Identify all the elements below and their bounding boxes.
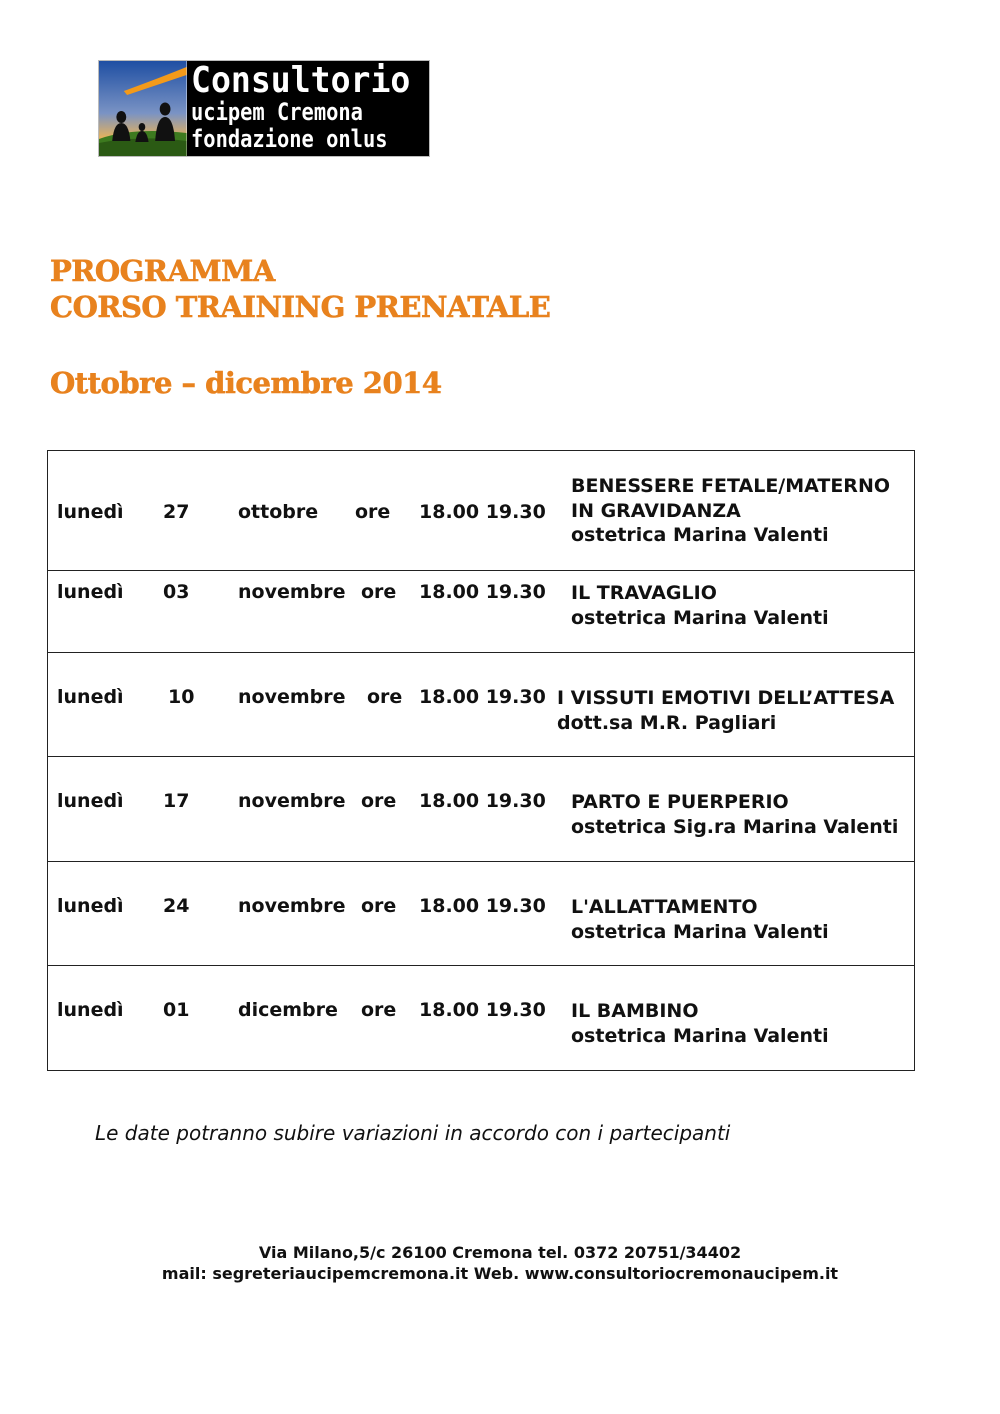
- session-date: 17: [163, 790, 190, 812]
- session-topic-line: ostetrica Marina Valenti: [571, 606, 829, 629]
- session-date: 27: [163, 501, 190, 523]
- schedule-table: [47, 450, 915, 1071]
- session-topic: IL BAMBINO: [571, 1000, 699, 1022]
- heading-programma: PROGRAMMA: [50, 254, 275, 288]
- session-ore-label: ore: [361, 790, 397, 812]
- schedule-row: [48, 451, 914, 571]
- session-ore-label: ore: [361, 895, 397, 917]
- session-topic-line: ostetrica Marina Valenti: [571, 1024, 829, 1047]
- session-ore-label: ore: [355, 501, 391, 523]
- session-topic-line: dott.sa M.R. Pagliari: [557, 711, 777, 734]
- family-silhouette-icon: [99, 61, 187, 156]
- session-day: lunedì: [57, 999, 124, 1021]
- session-month: novembre: [238, 581, 346, 603]
- session-time: 18.00 19.30: [419, 999, 546, 1021]
- schedule-row: [48, 862, 914, 966]
- session-ore-label: ore: [361, 999, 397, 1021]
- logo-text: [187, 61, 429, 156]
- session-topic: L'ALLATTAMENTO: [571, 896, 758, 918]
- session-month: ottobre: [238, 501, 319, 523]
- session-topic: BENESSERE FETALE/MATERNO: [571, 475, 890, 497]
- schedule-row: [48, 966, 914, 1070]
- session-topic-line: ostetrica Marina Valenti: [571, 524, 829, 546]
- session-ore-label: ore: [361, 581, 397, 603]
- session-topic-line: IN GRAVIDANZA: [571, 499, 741, 522]
- session-topic-line: ostetrica Sig.ra Marina Valenti: [571, 815, 899, 838]
- session-ore-label: ore: [367, 686, 403, 708]
- heading-period: Ottobre – dicembre 2014: [50, 366, 442, 400]
- session-time: 18.00 19.30: [419, 686, 546, 708]
- logo: [98, 60, 430, 157]
- footer-contacts: mail: segreteriaucipemcremona.it Web. www.consultoriocremonaucipem.it: [161, 1264, 839, 1283]
- session-day: lunedì: [57, 686, 124, 708]
- session-day: lunedì: [57, 895, 124, 917]
- session-day: lunedì: [57, 790, 124, 812]
- session-date: 24: [163, 895, 190, 917]
- session-day: lunedì: [57, 501, 124, 523]
- variation-note: Le date potranno subire variazioni in accordo con i partecipanti: [95, 1121, 731, 1145]
- session-date: 10: [168, 686, 195, 708]
- session-month: novembre: [238, 686, 346, 708]
- session-topic: IL TRAVAGLIO: [571, 582, 717, 604]
- logo-line-1: Consultorio: [190, 60, 410, 101]
- session-date: 03: [163, 581, 190, 603]
- session-month: dicembre: [238, 999, 338, 1021]
- session-time: 18.00 19.30: [419, 895, 546, 917]
- session-day: lunedì: [57, 581, 124, 603]
- logo-line-2: ucipem Cremona: [190, 98, 363, 126]
- session-time: 18.00 19.30: [419, 581, 546, 603]
- session-topic-line: ostetrica Marina Valenti: [571, 920, 829, 943]
- session-time: 18.00 19.30: [419, 501, 546, 523]
- session-topic: I VISSUTI EMOTIVI DELL’ATTESA: [557, 687, 895, 709]
- schedule-row: [48, 757, 914, 862]
- session-topic: PARTO E PUERPERIO: [571, 791, 789, 813]
- schedule-row: [48, 653, 914, 757]
- logo-line-3: fondazione onlus: [190, 125, 388, 153]
- session-date: 01: [163, 999, 190, 1021]
- session-time: 18.00 19.30: [419, 790, 546, 812]
- footer-address: Via Milano,5/c 26100 Cremona tel. 0372 20751/34402: [258, 1243, 742, 1262]
- session-month: novembre: [238, 790, 346, 812]
- session-month: novembre: [238, 895, 346, 917]
- schedule-row: [48, 571, 914, 653]
- heading-course-title: CORSO TRAINING PRENATALE: [50, 290, 551, 324]
